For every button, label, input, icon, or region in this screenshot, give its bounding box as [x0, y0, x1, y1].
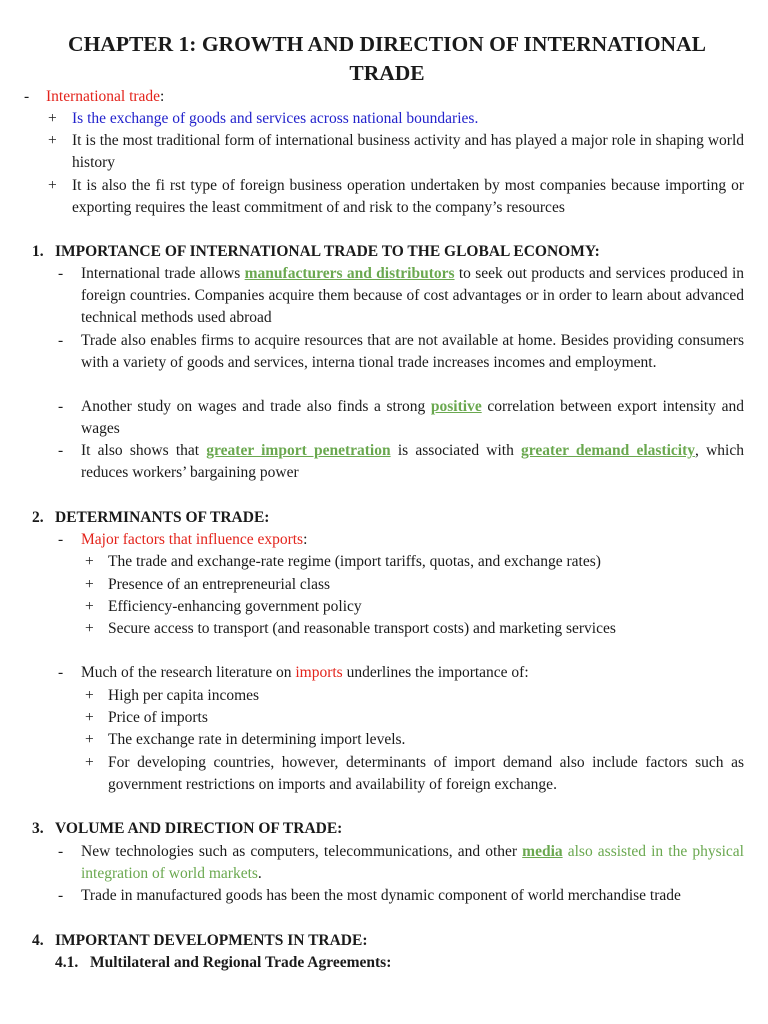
s3-item-text: Trade in manufactured goods has been the most dynamic component of world merchandise trade [81, 887, 681, 904]
subsection-title: Multilateral and Regional Trade Agreements: [90, 954, 392, 971]
highlight-term: media [522, 843, 563, 860]
intro-colon: : [160, 88, 165, 105]
section-number: 1. [32, 243, 44, 260]
plus-marker: + [48, 177, 57, 194]
imports-term: imports [295, 664, 343, 681]
intro-bullet-text: It is also the fi rst type of foreign business operation undertaken by most companies because importing or exporting requires the least commitment of and risk to the company’s resources [72, 177, 744, 216]
section-title: IMPORTANCE OF INTERNATIONAL TRADE TO THE GLOBAL ECONOMY: [55, 243, 600, 260]
section-number: 3. [32, 820, 44, 837]
chapter-title: CHAPTER 1: GROWTH AND DIRECTION OF INTERNATIONAL TRADE [68, 32, 706, 85]
exports-label: Major factors that influence exports [81, 531, 304, 548]
section-number: 2. [32, 509, 44, 526]
section-title: DETERMINANTS OF TRADE: [55, 509, 270, 526]
section-title: VOLUME AND DIRECTION OF TRADE: [55, 820, 343, 837]
subsection-number: 4.1. [55, 954, 79, 971]
intro-term: International trade [46, 88, 161, 105]
highlight-term: positive [430, 398, 482, 415]
section-number: 4. [32, 932, 44, 949]
section-title: IMPORTANT DEVELOPMENTS IN TRADE: [55, 932, 368, 949]
intro-bullet-text: It is the most traditional form of international business activity and has played a major role in shaping world history [72, 132, 744, 171]
s1-item-text: Trade also enables firms to acquire resources that are not available at home. Besides providing consumers with a variety of goods and services, interna tional trade increases incomes and employment. [81, 332, 744, 371]
plus-marker: + [48, 110, 57, 127]
dash-marker: - [24, 88, 30, 105]
intro-bullet-text: Is the exchange of goods and services across national boundaries. [72, 110, 479, 127]
highlight-term: greater import penetration [206, 442, 391, 459]
plus-marker: + [48, 132, 57, 149]
highlight-term: greater demand elasticity [521, 442, 696, 459]
highlight-term: manufacturers and distributors [244, 265, 455, 282]
